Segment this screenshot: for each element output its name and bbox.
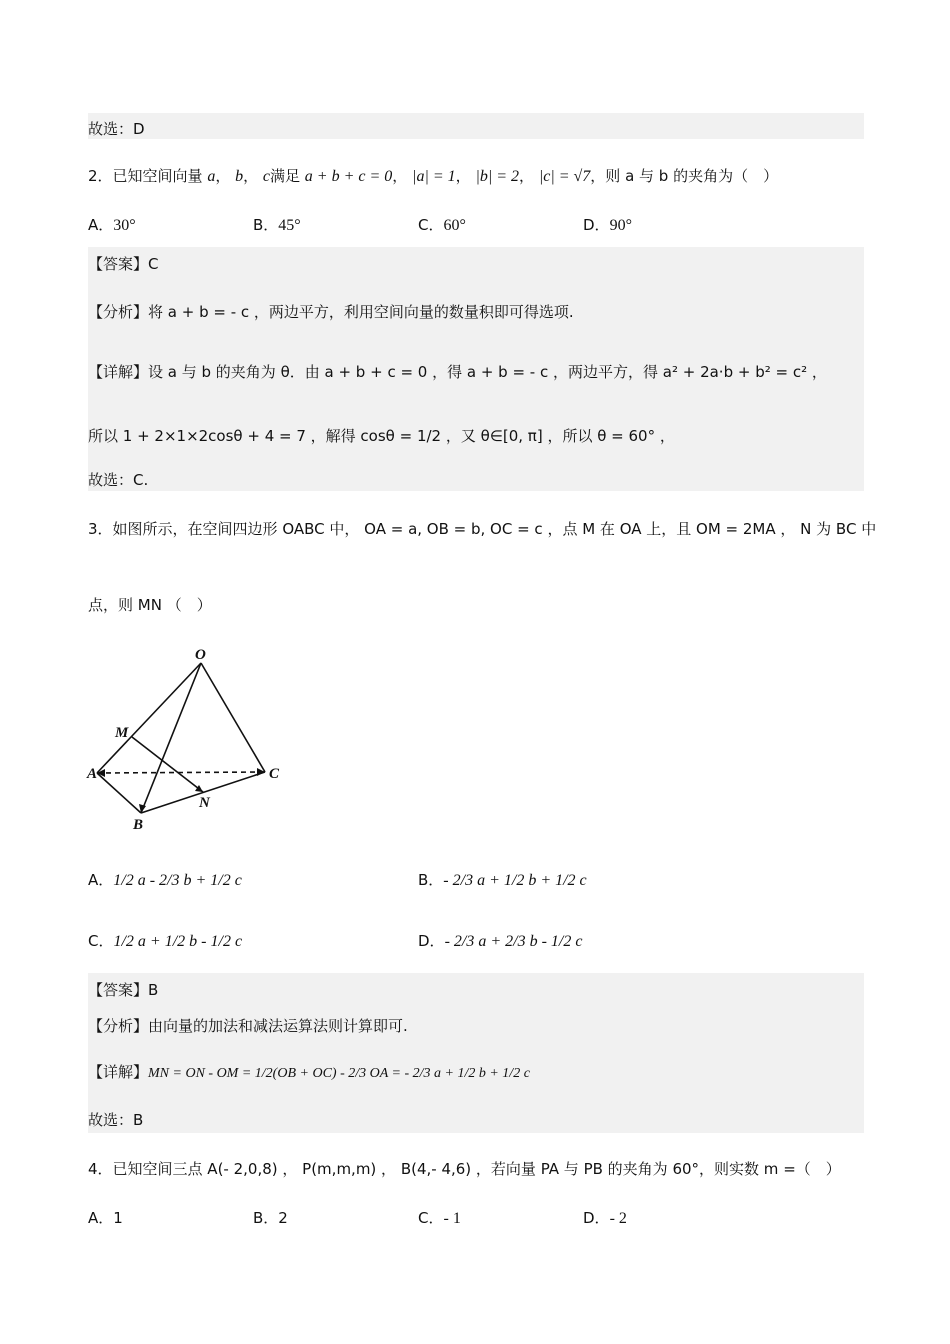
q2-condition: a + b + c = 0 bbox=[304, 168, 393, 185]
q2-norm-b: |b| = 2 bbox=[475, 168, 520, 185]
q3-option-a-label: A． bbox=[88, 871, 114, 889]
solution-block-q2 bbox=[88, 247, 864, 491]
q2-var-c: c bbox=[262, 168, 270, 185]
q3-analysis-tag: 【分析】 bbox=[88, 1017, 149, 1035]
solution-block-q3 bbox=[88, 973, 864, 1133]
q2-option-a[interactable] bbox=[88, 214, 136, 235]
q3-option-c-label: C． bbox=[88, 932, 114, 950]
q2-norm-a: |a| = 1 bbox=[412, 168, 456, 185]
solution-block-q1-end bbox=[88, 113, 864, 139]
q4-option-a-value: 1 bbox=[113, 1209, 123, 1227]
label-b: B bbox=[133, 817, 144, 833]
q2-option-d-label: D． bbox=[583, 216, 610, 234]
question-3-stem-line1: 3．如图所示，在空间四边形 OABC 中， OA = a, OB = b, OC = c ，点 M 在 OA 上，且 OM = 2MA ， N 为 BC 中 bbox=[88, 520, 877, 538]
label-m: M bbox=[115, 725, 129, 741]
q2-detail-tag: 【详解】 bbox=[88, 363, 149, 381]
edge-oc bbox=[201, 663, 265, 772]
q4-option-c-value: - 1 bbox=[443, 1210, 461, 1227]
edge-ab bbox=[97, 773, 141, 813]
q2-option-c[interactable] bbox=[418, 214, 466, 235]
q2-option-a-label: A． bbox=[88, 216, 114, 234]
edge-oa bbox=[97, 663, 201, 773]
q2-analysis bbox=[88, 301, 574, 322]
q3-detail-text: MN = ON - OM = 1/2(OB + OC) - 2/3 OA = - 2/3 a + 1/2 b + 1/2 c bbox=[148, 1066, 530, 1081]
q4-option-d-value: - 2 bbox=[609, 1210, 627, 1227]
q4-option-c-label: C． bbox=[418, 1209, 444, 1227]
q4-option-b[interactable] bbox=[253, 1207, 288, 1228]
q2-analysis-text: 将 a + b = - c ，两边平方，利用空间向量的数量积即可得选项. bbox=[148, 303, 574, 321]
label-c: C bbox=[269, 766, 280, 782]
q4-option-b-value: 2 bbox=[278, 1209, 288, 1227]
q2-option-b-value: 45° bbox=[278, 217, 301, 234]
q4-option-d[interactable] bbox=[583, 1207, 627, 1228]
q2-stem-suffix: ，则 a 与 b 的夹角为（ ） bbox=[590, 167, 779, 185]
q2-detail-line2: 所以 1 + 2×1×2cosθ + 4 = 7 ，解得 cosθ = 1/2 ，又 θ∈[0, π] ，所以 θ = 60° ， bbox=[88, 427, 675, 445]
q4-option-b-label: B． bbox=[253, 1209, 279, 1227]
q4-option-a[interactable] bbox=[88, 1207, 123, 1228]
q2-var-b: b bbox=[235, 168, 244, 185]
q2-norm-c: |c| = √7 bbox=[538, 168, 591, 185]
q2-final-choice: 故选：C. bbox=[88, 471, 149, 489]
q2-detail bbox=[88, 361, 827, 382]
q2-stem-prefix: 2．已知空间向量 bbox=[88, 167, 203, 185]
q3-option-b[interactable] bbox=[418, 869, 587, 890]
q2-option-d[interactable] bbox=[583, 214, 632, 235]
final-choice-q1: 故选：D bbox=[88, 120, 145, 138]
q3-option-c-value: 1/2 a + 1/2 b - 1/2 c bbox=[113, 933, 243, 950]
q2-analysis-tag: 【分析】 bbox=[88, 303, 149, 321]
q4-option-d-label: D． bbox=[583, 1209, 610, 1227]
q2-var-a: a bbox=[207, 168, 216, 185]
q3-analysis bbox=[88, 1015, 408, 1036]
q3-option-b-value: - 2/3 a + 1/2 b + 1/2 c bbox=[443, 872, 587, 889]
q4-option-c[interactable] bbox=[418, 1207, 461, 1228]
q2-option-a-value: 30° bbox=[113, 217, 136, 234]
tetrahedron-figure bbox=[85, 645, 285, 835]
question-3-stem-line2: 点，则 MN （ ） bbox=[88, 596, 212, 614]
q3-analysis-text: 由向量的加法和减法运算法则计算即可. bbox=[148, 1017, 408, 1035]
q2-option-c-value: 60° bbox=[443, 217, 466, 234]
q4-option-a-label: A． bbox=[88, 1209, 114, 1227]
label-n: N bbox=[199, 795, 210, 811]
label-a: A bbox=[87, 766, 98, 782]
q2-option-b-label: B． bbox=[253, 216, 279, 234]
q2-answer: 【答案】C bbox=[88, 255, 159, 273]
label-o: O bbox=[195, 647, 206, 663]
q3-option-a[interactable] bbox=[88, 869, 242, 890]
q3-option-a-value: 1/2 a - 2/3 b + 1/2 c bbox=[113, 872, 242, 889]
edge-ac-hidden bbox=[97, 772, 265, 773]
q3-option-d-label: D． bbox=[418, 932, 445, 950]
question-4-stem: 4．已知空间三点 A(- 2,0,8) ， P(m,m,m) ， B(4,- 4,6) ，若向量 PA 与 PB 的夹角为 60°，则实数 m =（ ） bbox=[88, 1160, 841, 1178]
q3-option-d[interactable] bbox=[418, 930, 582, 951]
q3-option-b-label: B． bbox=[418, 871, 444, 889]
q3-option-c[interactable] bbox=[88, 930, 242, 951]
q3-final-choice: 故选：B bbox=[88, 1111, 144, 1129]
q2-detail-line1: 设 a 与 b 的夹角为 θ．由 a + b + c = 0 ，得 a + b = - c ，两边平方，得 a² + 2a·b + b² = c² ， bbox=[148, 363, 827, 381]
q2-option-c-label: C． bbox=[418, 216, 444, 234]
question-2-stem: 2．已知空间向量 a， b， c满足 a + b + c = 0， |a| = 1， |b| = 2， |c| = √7，则 a 与 b 的夹角为（ ） bbox=[88, 167, 779, 185]
q3-detail-tag: 【详解】 bbox=[88, 1063, 149, 1081]
q3-detail bbox=[88, 1061, 530, 1082]
q2-option-b[interactable] bbox=[253, 214, 301, 235]
q3-answer: 【答案】B bbox=[88, 981, 159, 999]
q2-option-d-value: 90° bbox=[609, 217, 632, 234]
edge-ob bbox=[141, 663, 201, 813]
q3-option-d-value: - 2/3 a + 2/3 b - 1/2 c bbox=[444, 933, 583, 950]
